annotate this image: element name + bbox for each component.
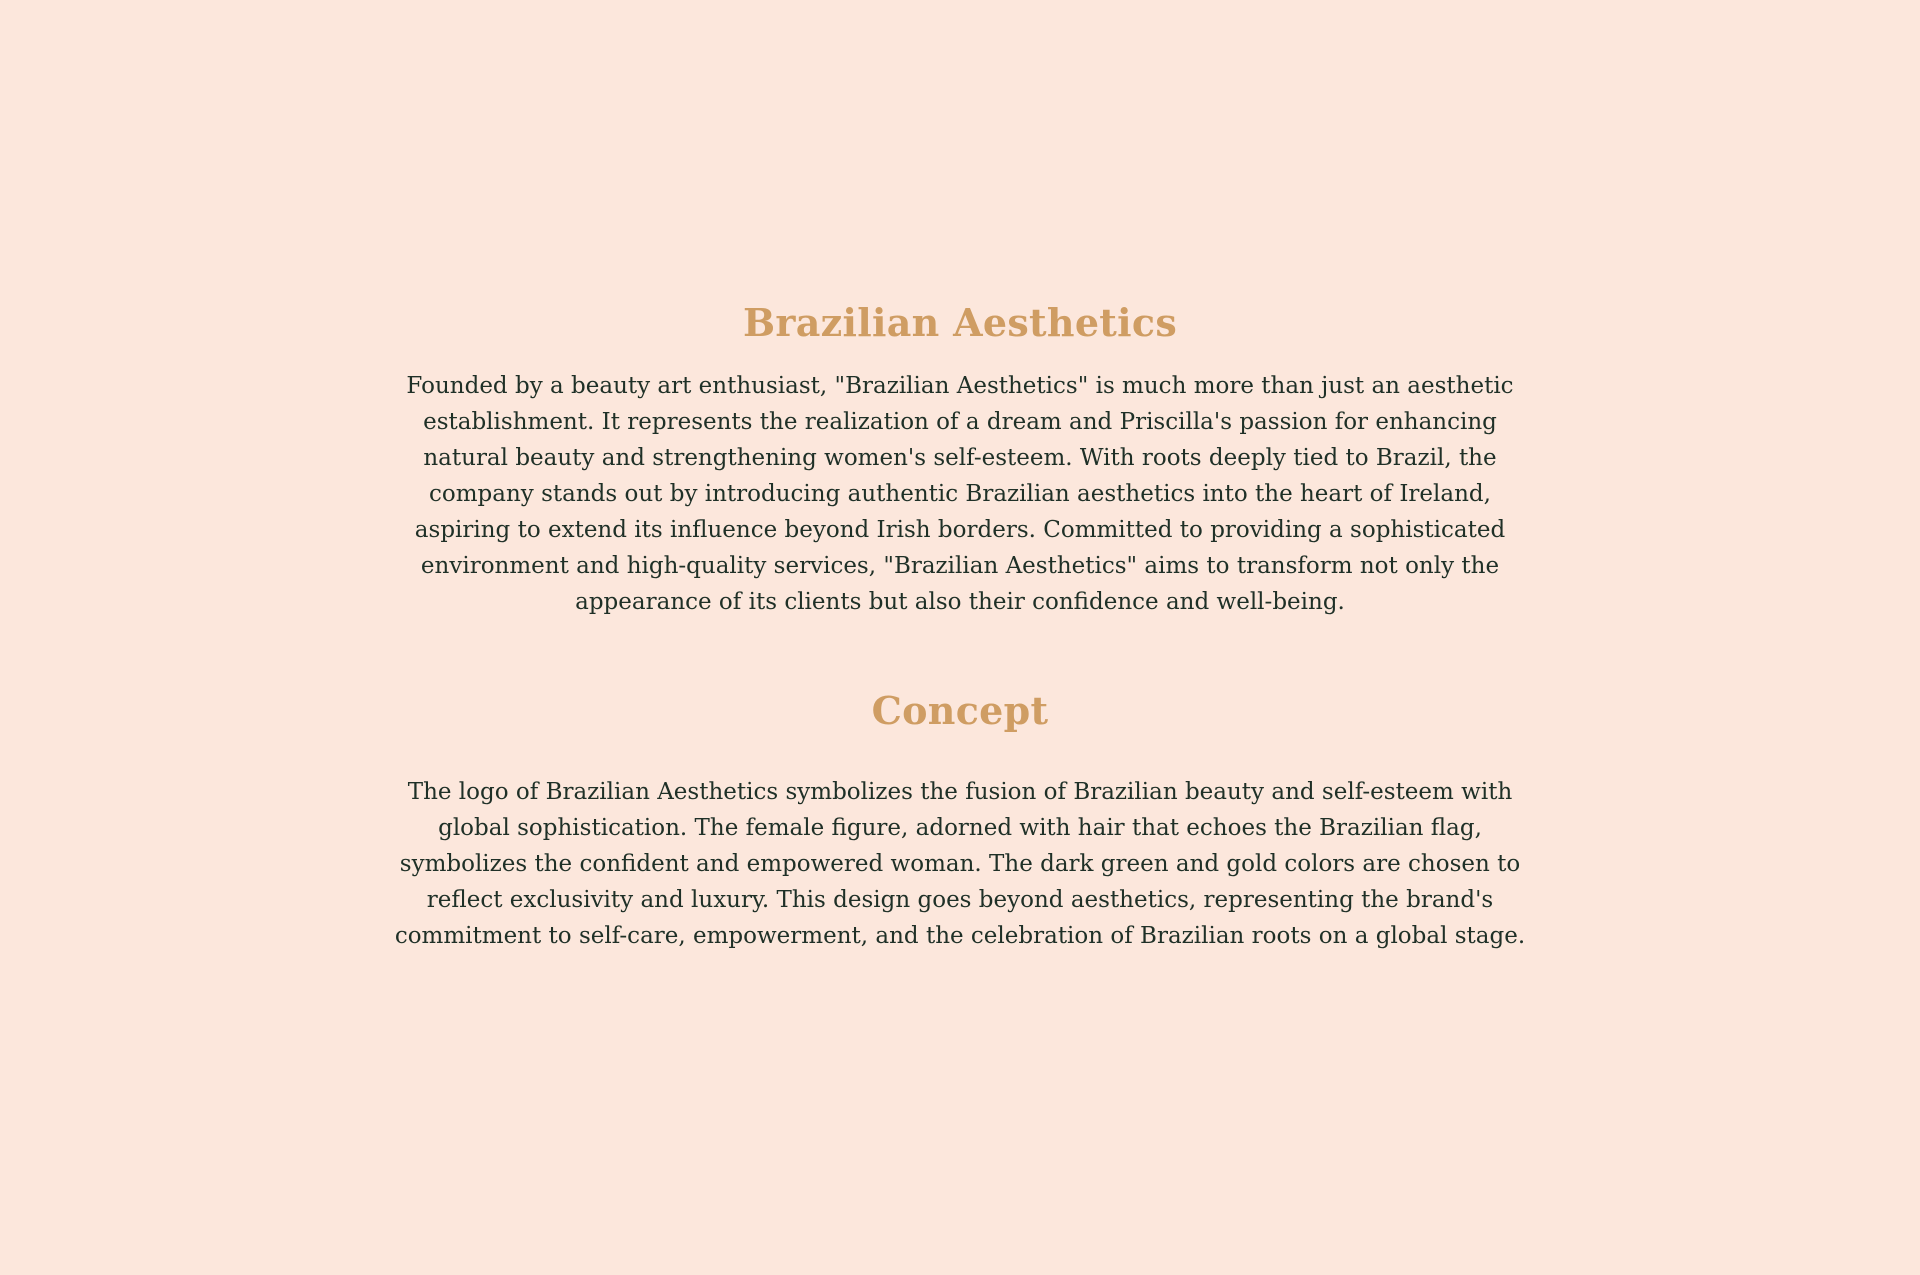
about-paragraph: Founded by a beauty art enthusiast, "Brazilian Aesthetics" is much more than just an aesthetic establishment. It represents the realization of a dream and Priscilla's passion for enhancing natural beauty and strengthening women's self-esteem. With roots deeply tied to Brazil, the company stands out by introducing authentic Brazilian aesthetics into the heart of Ireland, aspiring to extend its influence beyond Irish borders. Committed to providing a sophisticated environment and high-quality services, "Brazilian Aesthetics" aims to transform not only the appearance of its clients but also their confidence and well-being.: [406, 373, 1514, 615]
concept-heading: Concept: [871, 688, 1049, 733]
content-container: [370, 300, 1550, 954]
section-divider: [370, 620, 1550, 688]
page-title: Brazilian Aesthetics: [742, 300, 1178, 345]
concept-paragraph: The logo of Brazilian Aesthetics symbolizes the fusion of Brazilian beauty and self-esteem with global sophistication. The female figure, adorned with hair that echoes the Brazilian flag, symbolizes the confident and empowered woman. The dark green and gold colors are chosen to reflect exclusivity and luxury. This design goes beyond aesthetics, representing the brand's commitment to self-care, empowerment, and the celebration of Brazilian roots on a global stage.: [394, 779, 1526, 949]
